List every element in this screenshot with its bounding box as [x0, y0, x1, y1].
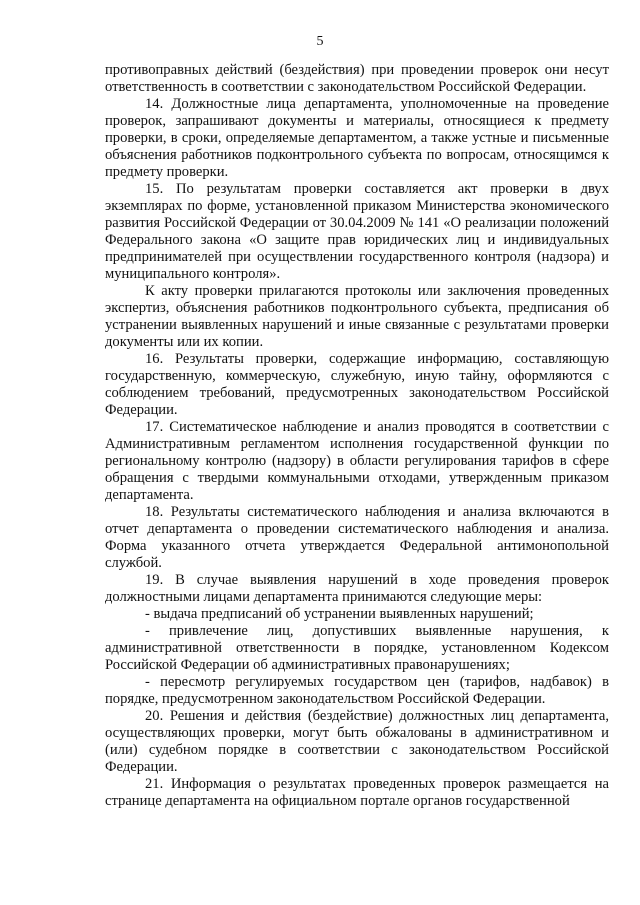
paragraph-15: 15. По результатам проверки составляется акт проверки в двух экземплярах по форме, установленной приказом Министерства экономического развития Российской Федерации от 30.04.2009 № 141 «О реализации положений Федерального закона «О защите прав юридических лиц и индивидуальных предпринимателей при осуществлении государственного контроля (надзора) и муниципального контроля».: [105, 181, 609, 282]
paragraph-14: 14. Должностные лица департамента, уполномоченные на проведение проверок, запрашивают документы и материалы, относящиеся к предмету проверки, в сроки, определяемые департаментом, а также устные и письменные объяснения работников подконтрольного субъекта по вопросам, относящимся к предмету проверки.: [105, 96, 609, 180]
paragraph-18: 18. Результаты систематического наблюдения и анализа включаются в отчет департамента о проведении систематического наблюдения и анализа. Форма указанного отчета утверждается Федеральной антимонопольной службой.: [105, 504, 609, 571]
paragraph-21: 21. Информация о результатах проведенных проверок размещается на странице департамента на официальном портале органов государственной: [105, 776, 609, 809]
paragraph-17: 17. Систематическое наблюдение и анализ проводятся в соответствии с Административным регламентом исполнения государственной функции по региональному контролю (надзору) в области регулирования тарифов в сфере обращения с твердыми коммунальными отходами, утвержденным приказом департамента.: [105, 419, 609, 503]
body-text: [105, 62, 609, 810]
paragraph-continuation: противоправных действий (бездействия) при проведении проверок они несут ответственность в соответствии с законодательством Российской Федерации.: [105, 62, 609, 95]
list-item-prescriptions: - выдача предписаний об устранении выявленных нарушений;: [145, 606, 534, 622]
list-item-liability: - привлечение лиц, допустивших выявленные нарушения, к административной ответственности в порядке, установленном Кодексом Российской Федерации об административных правонарушениях;: [105, 623, 609, 673]
paragraph-20: 20. Решения и действия (бездействие) должностных лиц департамента, осуществляющих проверки, могут быть обжалованы в административном и (или) судебном порядке в соответствии с законодательством Российской Федерации.: [105, 708, 609, 775]
page-number: 5: [316, 34, 324, 49]
paragraph-15-attachments: К акту проверки прилагаются протоколы или заключения проведенных экспертиз, объяснения работников подконтрольного субъекта, предписания об устранении выявленных нарушений и иные связанные с результатами проверки документы или их копии.: [105, 283, 609, 350]
paragraph-19: 19. В случае выявления нарушений в ходе проведения проверок должностными лицами департамента принимаются следующие меры:: [105, 572, 609, 605]
list-item-tariff-review: - пересмотр регулируемых государством цен (тарифов, надбавок) в порядке, предусмотренном законодательством Российской Федерации.: [105, 674, 609, 707]
paragraph-16: 16. Результаты проверки, содержащие информацию, составляющую государственную, коммерческую, служебную, иную тайну, оформляются с соблюдением требований, предусмотренных законодательством Российской Федерации.: [105, 351, 609, 418]
